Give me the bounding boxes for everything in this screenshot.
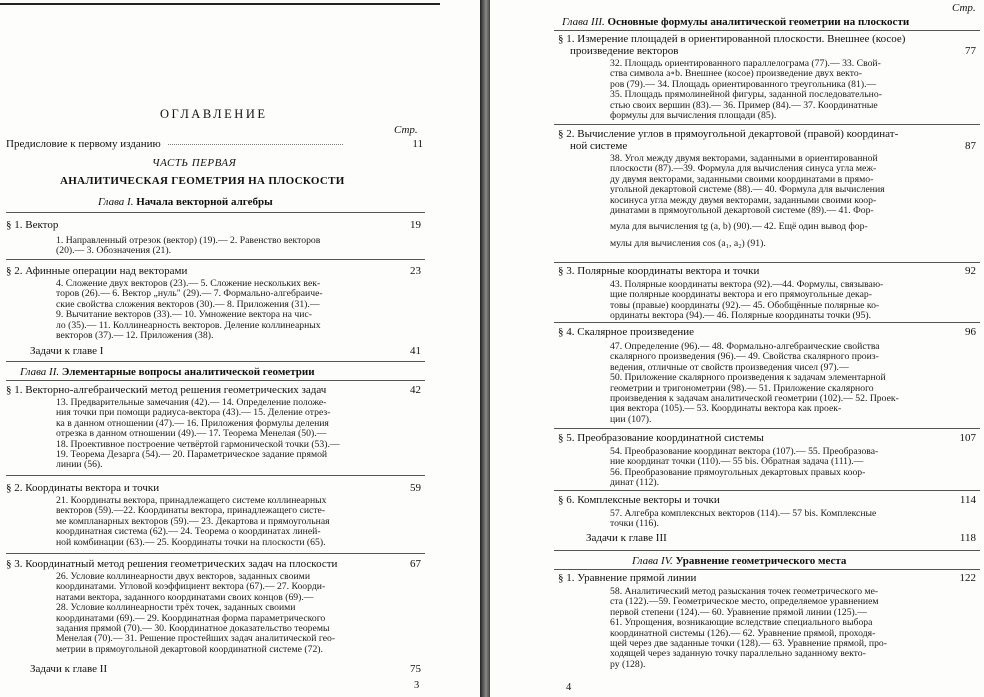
entry-page: 122 [959,572,976,584]
entry-text: § 1. Уравнение прямой линии [558,572,697,584]
desc-line: 21. Координаты вектора, принадлежащего системе коллинеарных [56,495,327,506]
desc-line: отрезка в данном отношении (49).— 17. Теорема Менелая (50).— [56,428,327,440]
chapter-heading [98,196,273,208]
entry-text: Задачи к главе III [586,532,667,544]
toc-entry-tasks[interactable] [30,345,421,357]
section-description [56,398,396,471]
desc-line: задания прямой (70).— 30. Координатное доказательство теоремы [56,623,330,635]
divider [554,490,980,491]
entry-text: Предисловие к первому изданию [6,138,161,150]
page-number: 4 [566,682,572,693]
divider [6,553,425,554]
section-description [610,280,958,322]
entry-text: Задачи к главе I [30,345,104,357]
desc-line: ния точки при помощи радиуса-вектора (43).— 15. Деление отрез- [56,407,331,419]
desc-line: ной комбинации (63).— 25. Координаты точки на плоскости (65). [56,536,326,548]
page-number: 3 [414,680,420,691]
page-column-label: Стр. [952,2,976,14]
desc-line: векторов (37).— 12. Приложения (38). [56,330,214,342]
entry-text: § 1. Вектор [6,219,59,231]
toc-entry-section-cont[interactable] [570,45,976,57]
section-description [610,154,958,249]
desc-line: линии (56). [56,459,103,471]
entry-text: § 1. Векторно-алгебраический метод решения геометрических задач [6,384,327,396]
divider [554,30,980,31]
entry-text: § 3. Координатный метод решения геометрических задач на плоскости [6,558,338,570]
entry-text: § 2. Вычисление углов в прямоугольной декартовой (правой) координат- [558,128,899,140]
entry-page: 118 [959,532,976,544]
entry-page: 87 [965,140,976,152]
toc-entry-section[interactable] [558,265,976,277]
desc-line: ства символа a∘b. Внешнее (косое) произведение двух векто- [610,68,862,80]
desc-line: мула для вычисления tg (a, b) (90).— 42. Ещё один вывод фор- [610,221,868,233]
toc-entry-section[interactable] [558,572,976,584]
desc-line: 9. Вычитание векторов (33).— 10. Умножение вектора на чис- [56,309,312,321]
section-description [610,447,958,489]
chapter-label: Глава III. [562,16,605,28]
toc-title: ОГЛАВЛЕНИЕ [160,107,268,121]
desc-line: 32. Площадь ориентированного параллелограма (77).— 33. Свой- [610,58,881,69]
entry-page: 41 [410,345,421,357]
desc-line: 35. Площадь прямолинейной фигуры, заданной последовательно- [610,89,882,101]
desc-line: ции (107). [610,413,652,425]
desc-line: первой степени (124).— 60. Уравнение прямой линии (125).— [610,606,867,618]
toc-entry-section[interactable] [6,265,421,277]
divider [554,124,980,125]
desc-line: ция вектора (105).— 53. Координаты вектора как проек- [610,403,842,415]
entry-text: произведение векторов [570,45,679,57]
toc-entry-tasks[interactable] [30,663,421,675]
desc-line: мулы для вычисления cos (a₁, a₂) (91). [610,237,766,249]
desc-line: 19. Теорема Дезарга (54).— 20. Параметрическое задание прямой [56,449,328,461]
desc-line: ординаты вектора (94).— 46. Полярные координаты точки (95). [610,310,872,322]
entry-page: 19 [410,219,421,231]
toc-entry-section[interactable] [558,128,976,140]
entry-page: 59 [410,482,421,494]
section-description [56,279,396,341]
desc-line: стью своих вершин (83).— 36. Пример (84).— 37. Координатные [610,99,878,111]
entry-page: 77 [965,45,976,57]
right-page [490,0,984,697]
desc-line: торов (26).— 6. Вектор „нуль" (29).— 7. Формально-алгебраиче- [56,288,323,300]
entry-page: 23 [410,265,421,277]
chapter-title: Элементарные вопросы аналитической геометрии [61,366,315,378]
entry-page: 11 [412,138,423,150]
desc-line: натами вектора, заданного координатами своих концов (69).— [56,591,314,603]
desc-line: ло (35).— 11. Коллинеарность векторов. Деление коллинеарных [56,319,321,331]
entry-page: 107 [959,432,976,444]
desc-line: ка в данном отношении (47).— 16. Приложения формулы деления [56,417,329,429]
left-page [0,0,480,697]
desc-line: ста (122).—59. Геометрическое место, определяемое уравнением [610,596,879,608]
desc-line: косинуса угла между двумя векторами, заданными своими коор- [610,194,877,206]
divider [554,322,980,323]
desc-line: 56. Преобразование прямоугольных декартовых правых коор- [610,466,866,478]
divider [6,380,425,381]
desc-line: ров (79).— 34. Площадь ориентированного треугольника (81).— [610,78,877,90]
desc-line: (20).— 3. Обозначения (21). [56,245,172,257]
entry-page: 92 [965,265,976,277]
desc-line: 58. Аналитический метод разыскания точек геометрического ме- [610,586,879,597]
divider [6,361,425,362]
chapter-label: Глава II. [20,366,60,378]
toc-entry-section-cont[interactable] [570,140,976,152]
desc-line: 28. Условие коллинеарности трёх точек, заданных своими [56,602,296,614]
desc-line: 26. Условие коллинеарности двух векторов, заданных своими [56,571,311,582]
desc-line: координатная система (62).— 24. Теорема о координатах линей- [56,526,321,538]
desc-line: произведения к задачам аналитической геометрии (102).— 52. Проек- [610,393,899,405]
desc-line: товы (правые) координаты (92).— 45. Обобщённые полярные ко- [610,299,880,311]
toc-entry-section[interactable] [558,33,976,45]
divider [554,428,980,429]
desc-line: 54. Преобразование координат вектора (107).— 55. Преобразова- [610,446,879,457]
desc-line: ходящей через заданную точку параллельно заданному векто- [610,648,866,660]
chapter-title: Уравнение геометрического места [675,555,847,567]
section-description [610,59,958,121]
desc-line: ду двумя векторами, заданными своими координатами в прямо- [610,173,874,185]
part-title: АНАЛИТИЧЕСКАЯ ГЕОМЕТРИЯ НА ПЛОСКОСТИ [60,175,345,187]
divider [6,475,425,476]
desc-line: ведения, отличные от свойств произведения чисел (97).— [610,361,849,373]
chapter-label: Глава IV. [632,555,673,567]
toc-entry-section[interactable] [6,384,421,396]
entry-page: 67 [410,558,421,570]
section-description [56,572,396,655]
entry-text: § 2. Координаты вектора и точки [6,482,160,494]
desc-line: ме компланарных векторов (59).— 23. Декартова и прямоугольная [56,515,330,527]
entry-text: § 4. Скалярное произведение [558,326,695,338]
toc-entry-section[interactable] [558,432,976,444]
toc-entry-section[interactable] [6,219,421,231]
divider [6,259,425,260]
part-label: ЧАСТЬ ПЕРВАЯ [152,157,237,169]
toc-entry-section[interactable] [6,482,421,494]
desc-line: угольной декартовой системе (88).— 40. Формула для вычисления [610,184,885,196]
entry-text: § 3. Полярные координаты вектора и точки [558,265,760,277]
page-column-label: Стр. [394,124,418,136]
desc-line: формулы для вычисления площади (85). [610,110,777,122]
entry-page: 75 [410,663,421,675]
toc-entry-preface[interactable] [6,138,423,150]
desc-line: ру (128). [610,658,646,670]
toc-entry-tasks[interactable] [586,532,976,544]
desc-line: ние координат точки (110).— 55 bis. Обратная задача (111).— [610,456,864,468]
entry-text: § 6. Комплексные векторы и точки [558,494,720,506]
desc-line: точки (116). [610,518,659,530]
entry-page: 114 [959,494,976,506]
desc-line: 4. Сложение двух векторов (23).— 5. Сложение нескольких век- [56,278,321,289]
desc-line: векторов (59).—22. Координаты вектора, принадлежащего систе- [56,505,326,517]
desc-line: 61. Упрощения, возникающие вследствие специального выбора [610,617,873,629]
desc-line: 50. Приложение скалярного произведения к задачам элементарной [610,372,886,384]
entry-page: 96 [965,326,976,338]
section-description [610,587,958,670]
desc-line: 57. Алгебра комплексных векторов (114).— 57 bis. Комплексные [610,508,877,519]
entry-text: ной системе [570,140,628,152]
desc-line: ские свойства сложения векторов (30).— 8. Приложения (31).— [56,298,320,310]
toc-entry-section[interactable] [558,494,976,506]
desc-line: щей через две заданные точки (128).— 63. Уравнение прямой, про- [610,638,887,650]
chapter-title: Начала векторной алгебры [136,196,273,208]
desc-line: метрии в прямоугольной декартовой координатной системе (72). [56,643,323,655]
dot-leader [168,143,343,145]
chapter-title: Основные формулы аналитической геометрии на плоскости [607,16,910,28]
desc-line: плоскости (87).—39. Формула для вычисления синуса угла меж- [610,163,877,175]
entry-text: § 2. Афинные операции над векторами [6,265,188,277]
top-rule [0,3,440,5]
section-description [610,342,958,425]
desc-line: координатами. Угловой коэффициент вектора (67).— 27. Коорди- [56,581,326,593]
desc-line: скалярного произведения (96).— 49. Свойства скалярного произ- [610,351,879,363]
section-description [610,509,958,530]
entry-text: § 1. Измерение площадей в ориентированной плоскости. Внешнее (косое) [558,33,906,45]
desc-line: 18. Проективное построение четвёртой гармонической точки (53).— [56,438,340,450]
desc-line: щие полярные координаты вектора и его прямоугольные декар- [610,289,872,301]
entry-page: 42 [410,384,421,396]
toc-entry-section[interactable] [558,326,976,338]
desc-line: геометрии и тригонометрии (98).— 51. Приложение скалярного [610,382,874,394]
desc-line: 1. Направленный отрезок (вектор) (19).— 2. Равенство векторов [56,235,321,246]
desc-line: динат (112). [610,477,660,489]
desc-line: 43. Полярные координаты вектора (92).—44. Формулы, связываю- [610,279,884,290]
book-gutter [480,0,490,697]
entry-text: § 5. Преобразование координатной системы [558,432,764,444]
desc-line: Менелая (70).— 31. Решение простейших задач аналитической гео- [56,633,336,645]
divider [554,569,980,570]
chapter-heading [562,16,909,28]
entry-text: Задачи к главе II [30,663,108,675]
toc-entry-section[interactable] [6,558,421,570]
section-description [56,496,396,548]
divider [554,550,980,551]
chapter-heading [632,555,846,567]
section-description [56,236,396,257]
desc-line: координатной системы (126).— 62. Уравнение прямой, проходя- [610,627,876,639]
chapter-heading [20,366,315,378]
desc-line: 38. Угол между двумя векторами, заданными в ориентированной [610,153,878,164]
divider [554,262,980,263]
desc-line: 47. Определение (96).— 48. Формально-алгебраические свойства [610,341,880,352]
divider [6,212,425,213]
chapter-label: Глава I. [98,196,134,208]
desc-line: динатами в прямоугольной декартовой системе (89).— 41. Фор- [610,205,874,217]
desc-line: координатами (69).— 29. Координатная форма параметрического [56,612,326,624]
desc-line: 13. Предварительные замечания (42).— 14. Определение положе- [56,397,327,408]
